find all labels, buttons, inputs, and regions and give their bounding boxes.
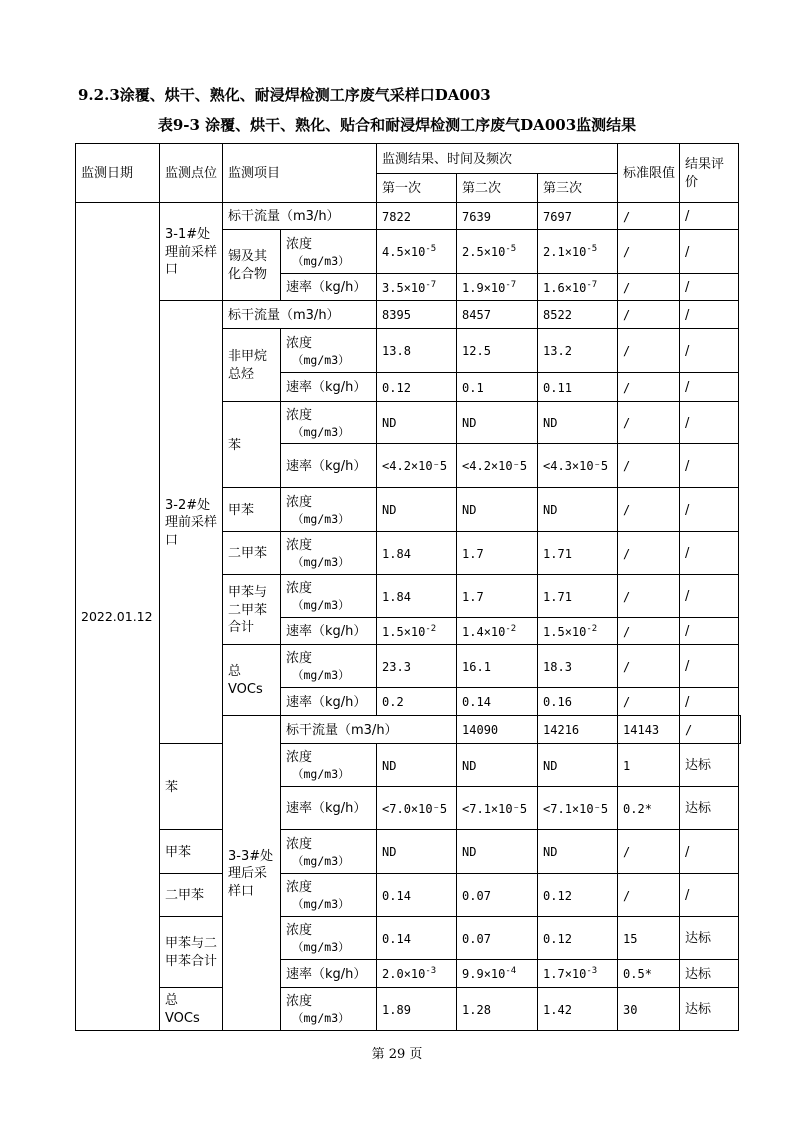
evaluation-cell: / xyxy=(680,373,739,402)
value-cell: 0.2 xyxy=(377,688,457,716)
evaluation-cell: / xyxy=(680,532,739,575)
value-cell: 1.71 xyxy=(538,575,618,618)
value-cell: 7697 xyxy=(538,203,618,230)
value-mantissa: 1.7×10 xyxy=(543,967,587,982)
concentration-label xyxy=(281,917,377,960)
limit-cell: / xyxy=(618,444,680,488)
evaluation-cell: / xyxy=(680,618,739,645)
value-mantissa: 9.9×10 xyxy=(462,967,506,982)
value-cell: ND xyxy=(538,402,618,444)
concentration-label xyxy=(281,988,377,1031)
value-cell: <4.2×10⁻5 xyxy=(457,444,538,488)
table-row xyxy=(76,874,741,917)
value-cell: 0.14 xyxy=(377,917,457,960)
value-exponent: -5 xyxy=(505,244,517,255)
pollutant-label xyxy=(160,988,223,1031)
header-item: 监测项目 xyxy=(223,144,377,203)
concentration-label xyxy=(281,230,377,274)
limit-cell: / xyxy=(618,532,680,575)
pollutant-label: 苯 xyxy=(223,402,281,488)
limit-cell: 0.2* xyxy=(618,787,680,830)
table-row xyxy=(76,917,741,960)
value-cell xyxy=(457,230,538,274)
concentration-text: 浓度 xyxy=(286,836,313,852)
value-cell: 7822 xyxy=(377,203,457,230)
concentration-label xyxy=(281,402,377,444)
point-label: 3-3#处理后采样口 xyxy=(223,716,281,1031)
value-exponent: -3 xyxy=(425,966,437,977)
value-cell xyxy=(377,960,457,988)
concentration-unit: （mg/m3） xyxy=(292,352,350,367)
rate-label: 速率（kg/h） xyxy=(281,960,377,988)
value-cell: ND xyxy=(457,744,538,787)
concentration-unit: （mg/m3） xyxy=(292,1011,350,1026)
concentration-text: 浓度 xyxy=(286,581,313,597)
evaluation-cell: / xyxy=(680,830,739,874)
value-cell: 0.07 xyxy=(457,874,538,917)
table-row xyxy=(76,203,741,230)
concentration-unit: （mg/m3） xyxy=(292,853,350,868)
value-cell: 0.11 xyxy=(538,373,618,402)
limit-cell: / xyxy=(618,575,680,618)
concentration-unit: （mg/m3） xyxy=(292,511,350,526)
rate-label: 速率（kg/h） xyxy=(281,688,377,716)
evaluation-cell: 达标 xyxy=(680,917,739,960)
vocs-prefix: 总 xyxy=(165,993,179,1009)
evaluation-cell: / xyxy=(680,874,739,917)
rate-label: 速率（kg/h） xyxy=(281,618,377,645)
value-cell: <4.2×10⁻5 xyxy=(377,444,457,488)
evaluation-cell: / xyxy=(680,488,739,532)
value-cell: 0.16 xyxy=(538,688,618,716)
header-third: 第三次 xyxy=(538,174,618,203)
evaluation-cell: / xyxy=(680,301,739,329)
table-row xyxy=(76,988,741,1031)
header-row xyxy=(76,144,741,174)
value-cell: 8395 xyxy=(377,301,457,329)
evaluation-cell: / xyxy=(680,645,739,688)
limit-cell: / xyxy=(618,688,680,716)
value-cell: ND xyxy=(377,488,457,532)
vocs-suffix: VOCs xyxy=(165,1011,200,1026)
value-cell: 14143 xyxy=(618,716,680,744)
pollutant-label: 甲苯与二甲苯合计 xyxy=(223,575,281,645)
value-cell: 23.3 xyxy=(377,645,457,688)
flow-label: 标干流量（m3/h） xyxy=(281,716,457,744)
value-exponent: -4 xyxy=(505,966,517,977)
concentration-text: 浓度 xyxy=(286,407,313,423)
value-exponent: -7 xyxy=(505,279,517,290)
value-cell: ND xyxy=(538,744,618,787)
table-row xyxy=(76,744,741,787)
value-cell: 8522 xyxy=(538,301,618,329)
value-cell: 1.7 xyxy=(457,575,538,618)
concentration-label xyxy=(281,645,377,688)
value-cell: 0.12 xyxy=(538,874,618,917)
value-cell: 1.89 xyxy=(377,988,457,1031)
header-first: 第一次 xyxy=(377,174,457,203)
limit-cell: / xyxy=(618,402,680,444)
pollutant-label: 非甲烷总烃 xyxy=(223,329,281,402)
value-cell xyxy=(377,230,457,274)
value-cell: ND xyxy=(377,402,457,444)
monitoring-date: 2022.01.12 xyxy=(76,203,160,1031)
concentration-text: 浓度 xyxy=(286,750,313,766)
value-mantissa: 3.5×10 xyxy=(382,280,426,295)
header-results: 监测结果、时间及频次 xyxy=(377,144,618,174)
value-cell: 16.1 xyxy=(457,645,538,688)
value-cell: <4.3×10⁻5 xyxy=(538,444,618,488)
value-cell: 1.28 xyxy=(457,988,538,1031)
value-cell: 8457 xyxy=(457,301,538,329)
monitoring-results-table xyxy=(75,143,741,1031)
value-exponent: -7 xyxy=(586,279,598,290)
value-cell: 7639 xyxy=(457,203,538,230)
flow-label: 标干流量（m3/h） xyxy=(223,203,377,230)
value-cell: ND xyxy=(457,488,538,532)
concentration-label xyxy=(281,874,377,917)
value-mantissa: 1.9×10 xyxy=(462,280,506,295)
limit-cell: / xyxy=(618,329,680,373)
value-cell: ND xyxy=(538,830,618,874)
pollutant-label: 锡及其化合物 xyxy=(223,230,281,301)
value-cell xyxy=(457,618,538,645)
page-number: 第 29 页 xyxy=(371,1047,423,1062)
value-cell: 13.8 xyxy=(377,329,457,373)
value-cell: 0.07 xyxy=(457,917,538,960)
value-cell xyxy=(538,274,618,301)
limit-cell: / xyxy=(618,301,680,329)
value-cell xyxy=(457,274,538,301)
point-label: 3-1#处理前采样口 xyxy=(160,203,223,301)
limit-cell: / xyxy=(618,203,680,230)
pollutant-label xyxy=(223,645,281,716)
limit-cell: / xyxy=(618,488,680,532)
value-cell xyxy=(538,960,618,988)
concentration-text: 浓度 xyxy=(286,651,313,667)
limit-cell: 15 xyxy=(618,917,680,960)
header-date: 监测日期 xyxy=(76,144,160,203)
value-cell xyxy=(538,230,618,274)
value-cell: ND xyxy=(377,830,457,874)
table-row xyxy=(76,301,741,329)
concentration-text: 浓度 xyxy=(286,494,313,510)
concentration-unit: （mg/m3） xyxy=(292,940,350,955)
evaluation-cell: / xyxy=(680,575,739,618)
value-cell: ND xyxy=(457,830,538,874)
value-mantissa: 1.6×10 xyxy=(543,280,587,295)
concentration-label xyxy=(281,744,377,787)
table-row xyxy=(76,830,741,874)
limit-cell: 0.5* xyxy=(618,960,680,988)
value-exponent: -2 xyxy=(425,623,437,634)
value-cell: 14216 xyxy=(538,716,618,744)
table-caption: 表9-3 涂覆、烘干、熟化、贴合和耐浸焊检测工序废气DA003监测结果 xyxy=(157,116,637,134)
value-mantissa: 2.5×10 xyxy=(462,245,506,260)
value-cell: 1.71 xyxy=(538,532,618,575)
evaluation-cell: / xyxy=(680,688,739,716)
concentration-text: 浓度 xyxy=(286,923,313,939)
evaluation-cell: / xyxy=(680,274,739,301)
limit-cell: / xyxy=(618,618,680,645)
limit-cell: / xyxy=(618,373,680,402)
concentration-unit: （mg/m3） xyxy=(292,424,350,439)
value-mantissa: 1.4×10 xyxy=(462,624,506,639)
value-exponent: -5 xyxy=(586,244,598,255)
evaluation-cell: / xyxy=(680,329,739,373)
value-cell: 0.12 xyxy=(377,373,457,402)
value-exponent: -2 xyxy=(505,623,517,634)
limit-cell: / xyxy=(618,645,680,688)
value-exponent: -5 xyxy=(425,244,437,255)
concentration-label xyxy=(281,329,377,373)
header-second: 第二次 xyxy=(457,174,538,203)
value-exponent: -3 xyxy=(586,966,598,977)
concentration-label xyxy=(281,532,377,575)
value-exponent: -2 xyxy=(586,623,598,634)
header-evaluation: 结果评价 xyxy=(680,144,739,203)
concentration-label xyxy=(281,488,377,532)
evaluation-cell: 达标 xyxy=(680,988,739,1031)
evaluation-cell: 达标 xyxy=(680,960,739,988)
concentration-text: 浓度 xyxy=(286,236,313,252)
value-cell: 1.84 xyxy=(377,575,457,618)
value-cell: 1.42 xyxy=(538,988,618,1031)
pollutant-label: 甲苯 xyxy=(223,488,281,532)
value-cell xyxy=(457,960,538,988)
value-mantissa: 2.0×10 xyxy=(382,967,426,982)
vocs-suffix: VOCs xyxy=(228,682,263,697)
value-cell: 18.3 xyxy=(538,645,618,688)
value-cell: <7.0×10⁻5 xyxy=(377,787,457,830)
value-cell: 1.7 xyxy=(457,532,538,575)
concentration-text: 浓度 xyxy=(286,538,313,554)
value-cell xyxy=(538,618,618,645)
value-cell: <7.1×10⁻5 xyxy=(538,787,618,830)
evaluation-cell: / xyxy=(680,402,739,444)
value-cell: 1.84 xyxy=(377,532,457,575)
pollutant-label: 苯 xyxy=(160,744,223,830)
value-cell: 12.5 xyxy=(457,329,538,373)
header-limit: 标准限值 xyxy=(618,144,680,203)
value-exponent: -7 xyxy=(425,279,437,290)
value-cell: ND xyxy=(377,744,457,787)
concentration-text: 浓度 xyxy=(286,994,313,1010)
concentration-text: 浓度 xyxy=(286,880,313,896)
evaluation-cell xyxy=(739,716,741,744)
concentration-unit: （mg/m3） xyxy=(292,598,350,613)
header-point: 监测点位 xyxy=(160,144,223,203)
section-heading: 9.2.3涂覆、烘干、熟化、耐浸焊检测工序废气采样口DA003 xyxy=(78,86,491,104)
concentration-unit: （mg/m3） xyxy=(292,897,350,912)
flow-label: 标干流量（m3/h） xyxy=(223,301,377,329)
concentration-label xyxy=(281,575,377,618)
rate-label: 速率（kg/h） xyxy=(281,274,377,301)
concentration-unit: （mg/m3） xyxy=(292,767,350,782)
value-cell: <7.1×10⁻5 xyxy=(457,787,538,830)
pollutant-label: 甲苯 xyxy=(160,830,223,874)
limit-cell: / xyxy=(618,874,680,917)
value-cell: 13.2 xyxy=(538,329,618,373)
value-mantissa: 2.1×10 xyxy=(543,245,587,260)
value-mantissa: 1.5×10 xyxy=(543,624,587,639)
rate-label: 速率（kg/h） xyxy=(281,787,377,830)
value-cell: 14090 xyxy=(457,716,538,744)
value-mantissa: 4.5×10 xyxy=(382,245,426,260)
pollutant-label: 二甲苯 xyxy=(223,532,281,575)
concentration-label xyxy=(281,830,377,874)
value-cell xyxy=(377,618,457,645)
concentration-unit: （mg/m3） xyxy=(292,555,350,570)
concentration-unit: （mg/m3） xyxy=(292,668,350,683)
value-cell: 0.14 xyxy=(457,688,538,716)
pollutant-label: 二甲苯 xyxy=(160,874,223,917)
limit-cell: / xyxy=(618,830,680,874)
value-cell: 0.12 xyxy=(538,917,618,960)
value-cell: 0.14 xyxy=(377,874,457,917)
rate-label: 速率（kg/h） xyxy=(281,444,377,488)
point-label: 3-2#处理前采样口 xyxy=(160,301,223,744)
evaluation-cell: 达标 xyxy=(680,787,739,830)
concentration-text: 浓度 xyxy=(286,335,313,351)
limit-cell: / xyxy=(618,230,680,274)
limit-cell: / xyxy=(618,274,680,301)
value-cell: ND xyxy=(457,402,538,444)
rate-label: 速率（kg/h） xyxy=(281,373,377,402)
limit-cell: 1 xyxy=(618,744,680,787)
evaluation-cell: / xyxy=(680,203,739,230)
value-cell xyxy=(377,274,457,301)
evaluation-cell: / xyxy=(680,230,739,274)
limit-cell: / xyxy=(680,716,739,744)
vocs-prefix: 总 xyxy=(228,664,242,680)
value-mantissa: 1.5×10 xyxy=(382,624,426,639)
limit-cell: 30 xyxy=(618,988,680,1031)
value-cell: ND xyxy=(538,488,618,532)
pollutant-label: 甲苯与二甲苯合计 xyxy=(160,917,223,988)
evaluation-cell: 达标 xyxy=(680,744,739,787)
evaluation-cell: / xyxy=(680,444,739,488)
value-cell: 0.1 xyxy=(457,373,538,402)
concentration-unit: （mg/m3） xyxy=(292,253,350,268)
